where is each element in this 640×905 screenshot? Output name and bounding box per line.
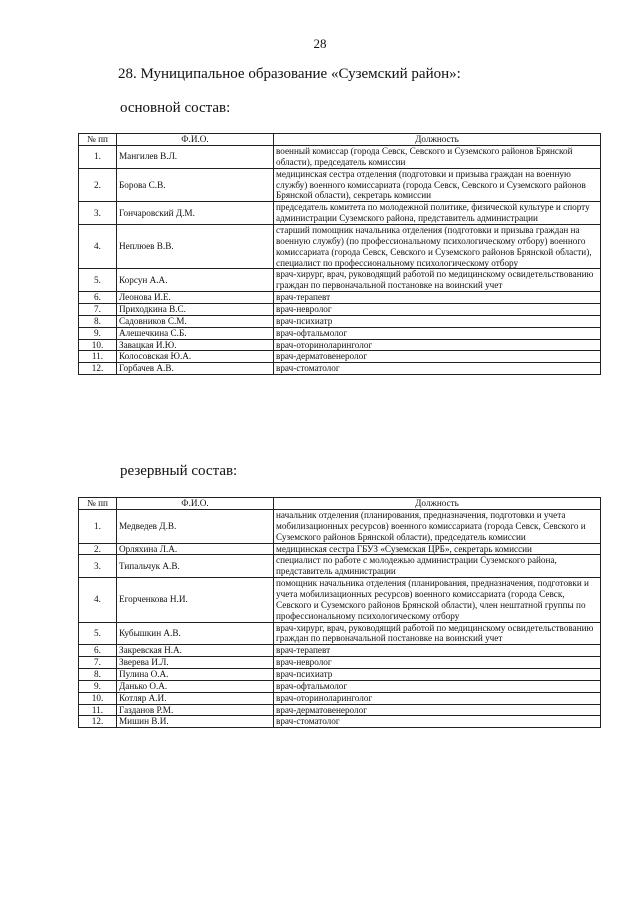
row-number: 9. [79, 680, 117, 692]
member-name: Леонова И.Е. [117, 292, 274, 304]
member-position: врач-оториноларинголог [274, 692, 601, 704]
member-position: врач-невролог [274, 304, 601, 316]
table-row [79, 716, 601, 728]
table-row [79, 704, 601, 716]
member-position: врач-стоматолог [274, 716, 601, 728]
member-name: Мишин В.И. [117, 716, 274, 728]
reserve-composition-label: резервный состав: [120, 463, 238, 479]
member-position: врач-психиатр [274, 315, 601, 327]
reserve-composition-table [78, 497, 601, 728]
table-row [79, 622, 601, 645]
member-position: врач-хирург, врач, руководящий работой по медицинскому освидетельствованию граждан по первоначальной постановке на воинский учет [274, 269, 601, 292]
row-number: 7. [79, 657, 117, 669]
table-row [79, 692, 601, 704]
member-name: Борова С.В. [117, 168, 274, 202]
member-position: врач-дерматовенеролог [274, 704, 601, 716]
member-name: Егорченкова Н.И. [117, 578, 274, 622]
table-row [79, 327, 601, 339]
row-number: 4. [79, 578, 117, 622]
row-number: 3. [79, 555, 117, 578]
member-position: врач-стоматолог [274, 363, 601, 375]
table-row [79, 555, 601, 578]
table-row [79, 363, 601, 375]
table-row [79, 269, 601, 292]
row-number: 2. [79, 543, 117, 555]
table-row [79, 645, 601, 657]
member-position: врач-офтальмолог [274, 680, 601, 692]
row-number: 3. [79, 202, 117, 225]
main-composition-label: основной состав: [120, 100, 231, 116]
main-composition-table [78, 133, 601, 375]
header-num: № пп [79, 134, 117, 146]
member-position: врач-дерматовенеролог [274, 351, 601, 363]
header-num: № пп [79, 498, 117, 510]
member-name: Колосовская Ю.А. [117, 351, 274, 363]
header-role: Должность [274, 498, 601, 510]
member-position: врач-хирург, врач, руководящий работой по медицинскому освидетельствованию граждан по первоначальной постановке на воинский учет [274, 622, 601, 645]
member-name: Мангилев В.Л. [117, 146, 274, 169]
member-position: помощник начальника отделения (планирования, предназначения, подготовки и учета мобилизационных ресурсов) военного комиссариата (города Севск, Севского и Суземского районов Брянской области), член нештатной группы по профессиональному психологическому отбору [274, 578, 601, 622]
row-number: 11. [79, 351, 117, 363]
table-header-row [79, 498, 601, 510]
table-row [79, 225, 601, 269]
member-position: врач-оториноларинголог [274, 339, 601, 351]
member-position: медицинская сестра отделения (подготовки и призыва граждан на военную службу) военного комиссариата (города Севск, Севского и Суземского районов Брянской области), секретарь комиссии [274, 168, 601, 202]
table-row [79, 304, 601, 316]
row-number: 10. [79, 339, 117, 351]
table-row [79, 315, 601, 327]
row-number: 5. [79, 269, 117, 292]
row-number: 7. [79, 304, 117, 316]
row-number: 9. [79, 327, 117, 339]
member-position: врач-терапевт [274, 645, 601, 657]
member-position: врач-офтальмолог [274, 327, 601, 339]
row-number: 8. [79, 315, 117, 327]
member-name: Данько О.А. [117, 680, 274, 692]
row-number: 1. [79, 146, 117, 169]
row-number: 6. [79, 645, 117, 657]
row-number: 5. [79, 622, 117, 645]
member-position: медицинская сестра ГБУЗ «Суземская ЦРБ», секретарь комиссии [274, 543, 601, 555]
table-row [79, 680, 601, 692]
member-name: Корсун А.А. [117, 269, 274, 292]
section-heading: 28. Муниципальное образование «Суземский район»: [118, 66, 461, 82]
row-number: 2. [79, 168, 117, 202]
member-position: врач-психиатр [274, 669, 601, 681]
member-name: Завацкая И.Ю. [117, 339, 274, 351]
table-row [79, 202, 601, 225]
page-number: 28 [313, 36, 327, 51]
member-name: Приходкина В.С. [117, 304, 274, 316]
table-row [79, 146, 601, 169]
member-position: врач-терапевт [274, 292, 601, 304]
member-position: врач-невролог [274, 657, 601, 669]
header-role: Должность [274, 134, 601, 146]
table-row [79, 339, 601, 351]
header-name: Ф.И.О. [117, 134, 274, 146]
member-name: Садовников С.М. [117, 315, 274, 327]
member-position: старший помощник начальника отделения (подготовки и призыва граждан на военную службу) (по профессиональному психологическому отбору) военного комиссариата (города Севск, Севского и Суземского районов Брянской области), специалист по профессиональному психологическому отбору [274, 225, 601, 269]
member-name: Алешечкина С.Б. [117, 327, 274, 339]
member-name: Медведев Д.В. [117, 510, 274, 544]
member-position: председатель комитета по молодежной политике, физической культуре и спорту администрации Суземского района, представитель администрации [274, 202, 601, 225]
member-position: начальник отделения (планирования, предназначения, подготовки и учета мобилизационных ресурсов) военного комиссариата (города Севск, Севского и Суземского районов Брянской области), председатель комиссии [274, 510, 601, 544]
row-number: 1. [79, 510, 117, 544]
table-row [79, 669, 601, 681]
row-number: 8. [79, 669, 117, 681]
row-number: 10. [79, 692, 117, 704]
row-number: 12. [79, 363, 117, 375]
table-header-row [79, 134, 601, 146]
member-position: специалист по работе с молодежью администрации Суземского района, представитель администрации [274, 555, 601, 578]
member-name: Горбачев А.В. [117, 363, 274, 375]
row-number: 11. [79, 704, 117, 716]
member-name: Пулина О.А. [117, 669, 274, 681]
member-name: Зверева И.Л. [117, 657, 274, 669]
member-name: Котляр А.И. [117, 692, 274, 704]
table-row [79, 351, 601, 363]
row-number: 4. [79, 225, 117, 269]
table-row [79, 168, 601, 202]
table-row [79, 578, 601, 622]
member-name: Газданов Р.М. [117, 704, 274, 716]
row-number: 12. [79, 716, 117, 728]
table-row [79, 543, 601, 555]
member-name: Орляхина Л.А. [117, 543, 274, 555]
member-position: военный комиссар (города Севск, Севского и Суземского районов Брянской области), председатель комиссии [274, 146, 601, 169]
header-name: Ф.И.О. [117, 498, 274, 510]
table-row [79, 292, 601, 304]
member-name: Гончаровский Д.М. [117, 202, 274, 225]
member-name: Закревская Н.А. [117, 645, 274, 657]
member-name: Кубышкин А.В. [117, 622, 274, 645]
member-name: Типальчук А.В. [117, 555, 274, 578]
table-row [79, 657, 601, 669]
row-number: 6. [79, 292, 117, 304]
member-name: Неплюев В.В. [117, 225, 274, 269]
table-row [79, 510, 601, 544]
